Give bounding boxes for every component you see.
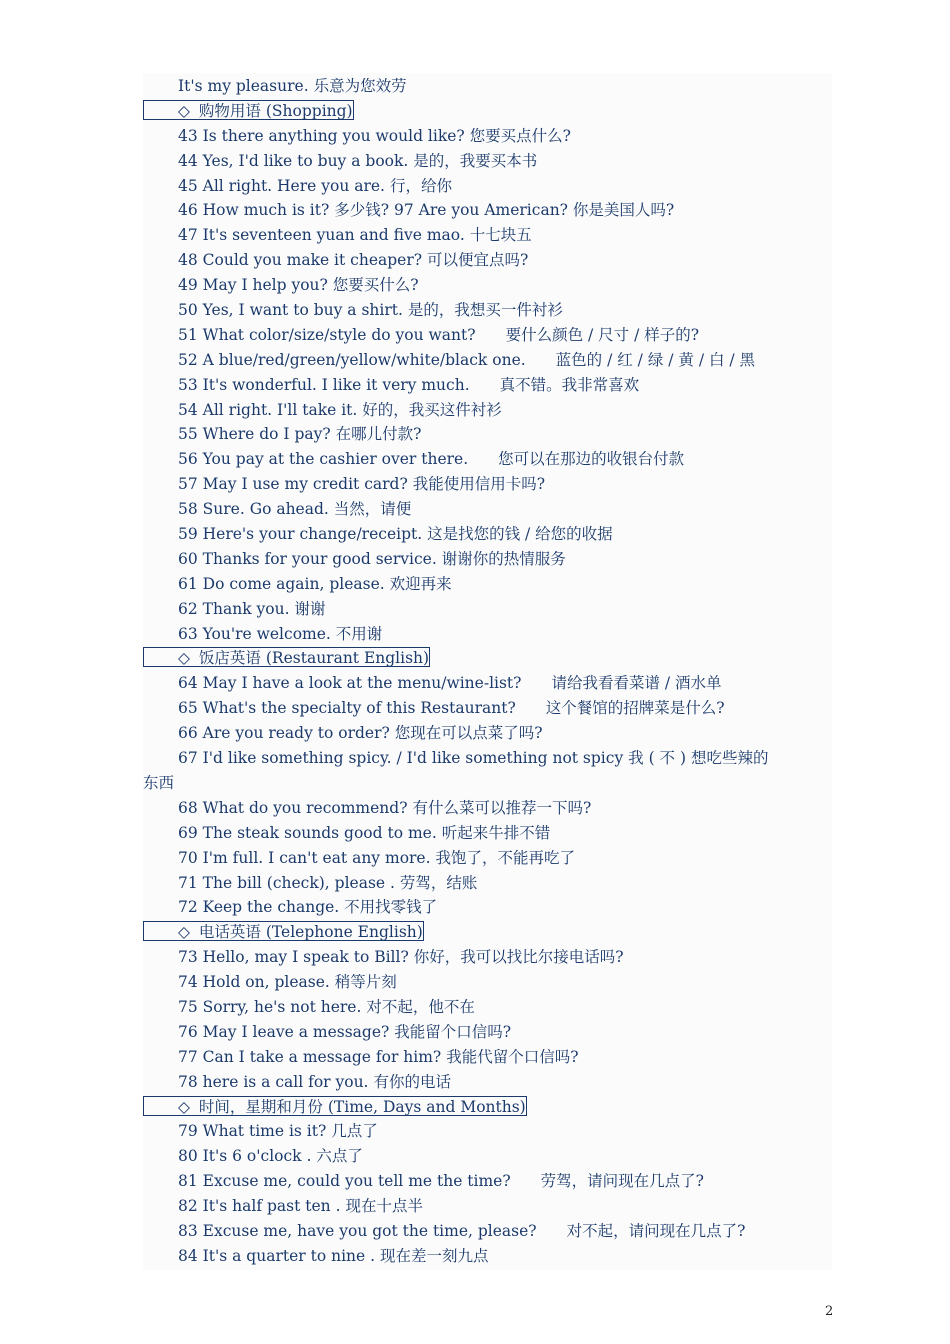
phrase-chinese: 有你的电话 (373, 1072, 451, 1091)
phrase-english: 82 It's half past ten . (178, 1197, 341, 1216)
phrase-chinese: 谢谢你的热情服务 (441, 549, 566, 568)
section-heading (143, 1095, 843, 1120)
phrase-chinese: 劳驾，结账 (399, 873, 478, 892)
phrase-chinese: 好的，我买这件衬衫 (362, 400, 502, 419)
phrase-line (143, 323, 843, 348)
section-title-en: (Time, Days and Months) (327, 1097, 526, 1116)
section-title-en: (Restaurant English) (265, 649, 430, 668)
phrase-line (143, 497, 843, 522)
phrase-chinese: 当然，请便 (333, 500, 412, 519)
phrase-line (143, 1244, 843, 1269)
phrase-line (143, 1045, 843, 1070)
phrase-line (143, 1070, 843, 1095)
phrase-chinese: 我能留个口信吗? (394, 1022, 512, 1041)
phrase-chinese: 稍等片刻 (334, 973, 397, 992)
phrase-english: 67 I'd like something spicy. / I'd like something not spicy (178, 749, 624, 768)
phrase-chinese: 欢迎再来 (389, 574, 452, 593)
phrase-chinese: 现在十点半 (345, 1197, 423, 1216)
phrase-line (143, 174, 843, 199)
phrase-chinese: 请给我看看菜谱 / 酒水单 (551, 674, 722, 693)
phrase-chinese: 真不错。我非常喜欢 (499, 375, 640, 394)
phrase-chinese: 几点了 (331, 1122, 378, 1141)
phrase-chinese: 多少钱? 97 Are you American? 你是美国人吗? (334, 201, 675, 220)
phrase-line (143, 622, 843, 647)
phrase-english: 80 It's 6 o'clock . (178, 1147, 312, 1166)
phrase-line (143, 1219, 843, 1244)
section-title-en: (Telephone English) (265, 923, 423, 942)
phrase-english: 75 Sorry, he's not here. (178, 997, 362, 1016)
section-title-zh: 电话英语 (198, 923, 261, 942)
phrase-line (143, 1119, 843, 1144)
phrase-line (143, 522, 843, 547)
phrase-english: 44 Yes, I'd like to buy a book. (178, 151, 409, 170)
phrase-english: 58 Sure. Go ahead. (178, 500, 329, 519)
phrase-english: 77 Can I take a message for him? (178, 1047, 442, 1066)
phrase-chinese: 现在差一刻九点 (379, 1246, 489, 1265)
document-lines (143, 74, 843, 1269)
phrase-english: 81 Excuse me, could you tell me the time? (178, 1172, 511, 1191)
phrase-line (143, 846, 843, 871)
phrase-chinese: 谢谢 (294, 599, 326, 618)
phrase-line (143, 796, 843, 821)
diamond-icon: ◇ (178, 1097, 190, 1116)
section-heading (143, 99, 843, 124)
phrase-line (143, 74, 843, 99)
section-heading (143, 646, 843, 671)
phrase-chinese: 您现在可以点菜了吗? (394, 724, 543, 743)
section-heading-box (143, 647, 430, 667)
phrase-chinese: 听起来牛排不错 (441, 823, 551, 842)
phrase-line (143, 223, 843, 248)
phrase-chinese: 蓝色的 / 红 / 绿 / 黄 / 白 / 黑 (555, 350, 756, 369)
phrase-english: 48 Could you make it cheaper? (178, 251, 423, 270)
phrase-line (143, 597, 843, 622)
phrase-english: 72 Keep the change. (178, 898, 340, 917)
phrase-english: 50 Yes, I want to buy a shirt. (178, 301, 403, 320)
phrase-chinese: 乐意为您效劳 (313, 77, 407, 95)
phrase-chinese: 这是找您的钱 / 给您的收据 (427, 525, 613, 544)
phrase-chinese: 东西 (143, 773, 175, 792)
section-title-zh: 购物用语 (198, 101, 261, 120)
phrase-line (143, 273, 843, 298)
phrase-english: 57 May I use my credit card? (178, 475, 408, 494)
phrase-line (143, 995, 843, 1020)
phrase-chinese: 是的，我要买本书 (413, 151, 538, 170)
phrase-line (143, 696, 843, 721)
phrase-english: 62 Thank you. (178, 599, 290, 618)
phrase-chinese: 十七块五 (469, 226, 532, 245)
phrase-english: 55 Where do I pay? (178, 425, 331, 444)
phrase-english: 47 It's seventeen yuan and five mao. (178, 226, 465, 245)
phrase-english: 60 Thanks for your good service. (178, 549, 437, 568)
phrase-english: 69 The steak sounds good to me. (178, 823, 437, 842)
phrase-english: 51 What color/size/style do you want? (178, 325, 476, 344)
phrase-english: 70 I'm full. I can't eat any more. (178, 848, 431, 867)
section-heading-box (143, 921, 424, 941)
phrase-line (143, 746, 843, 771)
phrase-english: 56 You pay at the cashier over there. (178, 450, 469, 469)
phrase-line (143, 945, 843, 970)
phrase-line (143, 821, 843, 846)
phrase-line (143, 124, 843, 149)
phrase-english: 78 here is a call for you. (178, 1072, 369, 1091)
phrase-english: 52 A blue/red/green/yellow/white/black one. (178, 350, 526, 369)
phrase-line (143, 1169, 843, 1194)
phrase-english: 53 It's wonderful. I like it very much. (178, 375, 470, 394)
phrase-line (143, 970, 843, 995)
phrase-chinese: 劳驾，请问现在几点了? (540, 1172, 704, 1191)
phrase-english: 76 May I leave a message? (178, 1022, 390, 1041)
phrase-english: 66 Are you ready to order? (178, 724, 390, 743)
phrase-chinese: 我 ( 不 ) 想吃些辣的 (628, 749, 769, 768)
phrase-line (143, 871, 843, 896)
section-heading-box (143, 1096, 527, 1116)
phrase-english: 71 The bill (check), please . (178, 873, 395, 892)
phrase-line (143, 721, 843, 746)
phrase-english: 79 What time is it? (178, 1122, 327, 1141)
phrase-chinese: 要什么颜色 / 尺寸 / 样子的? (505, 325, 700, 344)
phrase-line (143, 373, 843, 398)
phrase-english: 65 What's the specialty of this Restaurant? (178, 699, 516, 718)
phrase-chinese: 行，给你 (389, 176, 452, 195)
phrase-chinese: 不用谢 (335, 624, 383, 643)
phrase-chinese: 可以便宜点吗? (427, 251, 529, 270)
phrase-chinese: 我饱了，不能再吃了 (435, 848, 575, 867)
diamond-icon: ◇ (178, 649, 190, 668)
phrase-english: 46 How much is it? (178, 201, 330, 220)
phrase-line (143, 547, 843, 572)
phrase-chinese: 您可以在那边的收银台付款 (498, 450, 685, 469)
phrase-chinese: 对不起，请问现在几点了? (566, 1221, 746, 1240)
phrase-line (143, 348, 843, 373)
phrase-english: 84 It's a quarter to nine . (178, 1246, 376, 1265)
phrase-english: 64 May I have a look at the menu/wine-list? (178, 674, 522, 693)
phrase-chinese: 六点了 (316, 1147, 363, 1166)
phrase-english: 59 Here's your change/receipt. (178, 525, 423, 544)
phrase-english: 74 Hold on, please. (178, 973, 330, 992)
phrase-line (143, 298, 843, 323)
phrase-chinese: 是的，我想买一件衬衫 (407, 301, 563, 320)
section-title-en: (Shopping) (265, 101, 353, 120)
phrase-continuation (143, 771, 843, 796)
phrase-line (143, 447, 843, 472)
phrase-english: It's my pleasure. (178, 77, 309, 95)
diamond-icon: ◇ (178, 101, 190, 120)
phrase-chinese: 这个餐馆的招牌菜是什么? (545, 699, 725, 718)
phrase-chinese: 您要买点什么? (469, 126, 571, 145)
section-title-zh: 饭店英语 (198, 649, 261, 668)
diamond-icon: ◇ (178, 923, 190, 942)
phrase-chinese: 我能使用信用卡吗? (412, 475, 546, 494)
phrase-line (143, 149, 843, 174)
section-title-zh: 时间，星期和月份 (198, 1097, 323, 1116)
section-heading (143, 920, 843, 945)
phrase-chinese: 不用找零钱了 (344, 898, 438, 917)
phrase-english: 63 You're welcome. (178, 624, 331, 643)
phrase-line (143, 248, 843, 273)
phrase-line (143, 572, 843, 597)
phrase-chinese: 我能代留个口信吗? (446, 1047, 579, 1066)
phrase-chinese: 你好，我可以找比尔接电话吗? (413, 948, 624, 967)
phrase-line (143, 1144, 843, 1169)
phrase-english: 73 Hello, may I speak to Bill? (178, 948, 409, 967)
phrase-line (143, 1020, 843, 1045)
phrase-line (143, 198, 843, 223)
phrase-chinese: 对不起，他不在 (366, 997, 475, 1016)
phrase-english: 43 Is there anything you would like? (178, 126, 465, 145)
phrase-line (143, 1194, 843, 1219)
phrase-line (143, 671, 843, 696)
phrase-line (143, 895, 843, 920)
phrase-line (143, 472, 843, 497)
section-heading-box (143, 100, 354, 120)
phrase-english: 68 What do you recommend? (178, 798, 408, 817)
phrase-chinese: 在哪儿付款? (335, 425, 422, 444)
phrase-line (143, 398, 843, 423)
page-number: 2 (825, 1304, 834, 1319)
phrase-line (143, 422, 843, 447)
phrase-english: 54 All right. I'll take it. (178, 400, 358, 419)
phrase-english: 45 All right. Here you are. (178, 176, 385, 195)
phrase-chinese: 您要买什么? (332, 276, 419, 295)
phrase-english: 61 Do come again, please. (178, 574, 385, 593)
phrase-chinese: 有什么菜可以推荐一下吗? (412, 798, 592, 817)
phrase-english: 83 Excuse me, have you got the time, please? (178, 1221, 537, 1240)
phrase-english: 49 May I help you? (178, 276, 328, 295)
